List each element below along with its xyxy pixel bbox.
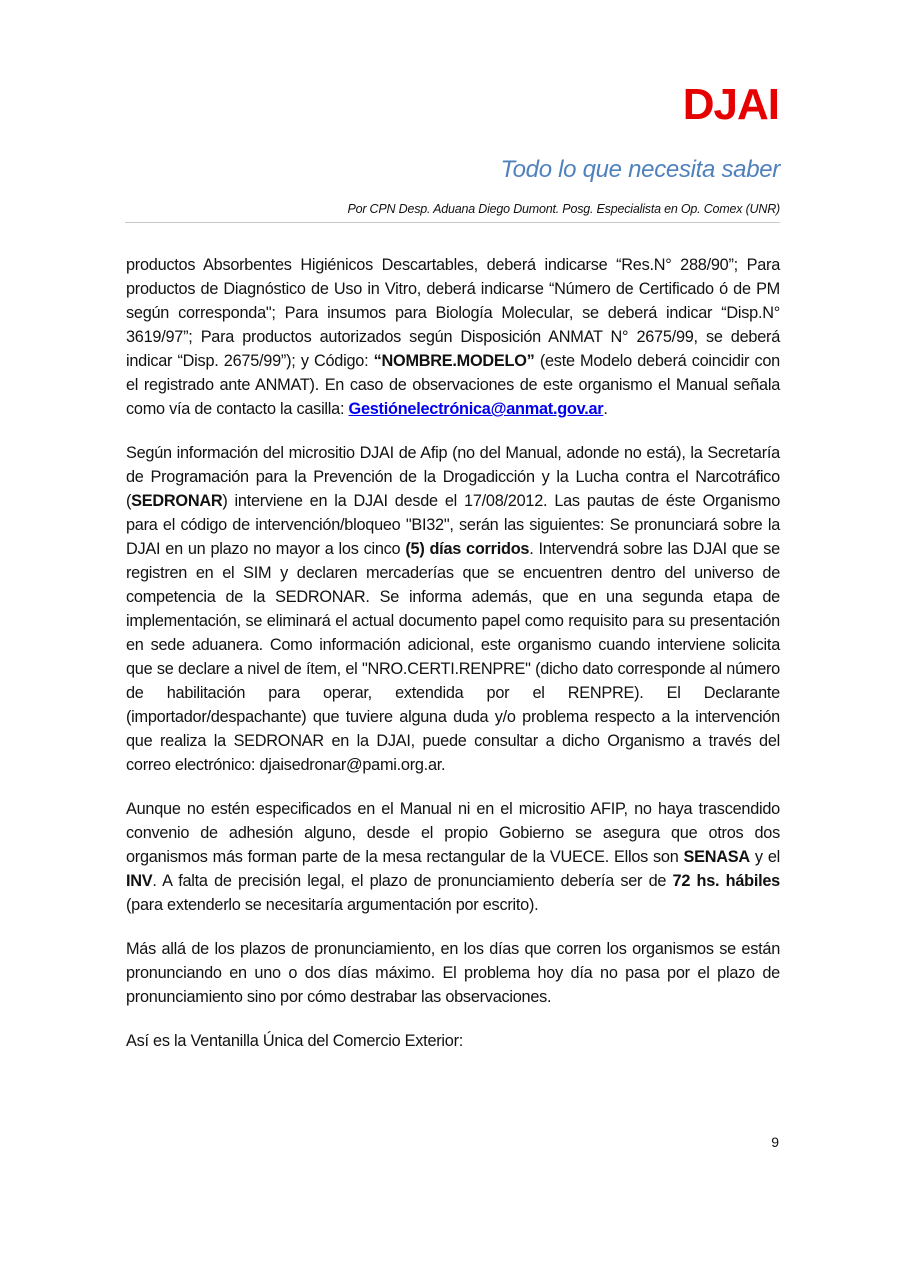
- text: productos Absorbentes Higiénicos Descartables, deberá indicarse “Res.N° 288/90”; Para productos de Diagnóstico de Uso in Vitro, deberá indicarse “Número de Certificado ó de PM según corresponda"; Para insumos para Biología Molecular, se deberá indicar “Disp.N° 3619/97”; Para productos autorizados según Disposición ANMAT N° 2675/99, se deberá indicar “Disp. 2675/99”); y Código:: [126, 256, 780, 370]
- email-link[interactable]: Gestiónelectrónica@anmat.gov.ar: [348, 400, 604, 418]
- paragraph-sedronar: [126, 441, 780, 777]
- text: . A falta de precisión legal, el plazo de pronunciamiento debería ser de: [152, 872, 673, 890]
- header-divider: [125, 222, 780, 223]
- bold-text: (5) días corridos: [405, 540, 530, 558]
- text: ) interviene en la DJAI desde el 17/08/2012. Las pautas de éste Organismo para el código de intervención/bloqueo "BI32", serán las siguientes: Se pronunciará sobre la DJAI en un plazo no mayor a los cinco: [126, 492, 780, 558]
- bold-text: “NOMBRE.MODELO”: [373, 352, 535, 370]
- document-body: [126, 253, 780, 1073]
- paragraph-anmat: [126, 253, 780, 421]
- paragraph-senasa-inv: [126, 797, 780, 917]
- text: .: [603, 400, 608, 418]
- text: . Intervendrá sobre las DJAI que se registren en el SIM y declaren mercaderías que se encuentren dentro del universo de competencia de la SEDRONAR. Se informa además, que en una segunda etapa de implementación, se eliminará el actual documento papel como requisito para su presentación en sede aduanera. Como información adicional, este organismo cuando interviene solicita que se declare a nivel de ítem, el "NRO.CERTI.RENPRE" (dicho dato corresponde al número de habilitación para operar, extendida por el RENPRE). El Declarante (importador/despachante) que tuviere alguna duda y/o problema respecto a la intervención que realiza la SEDRONAR en la DJAI, puede consultar a dicho Organismo a través del correo electrónico: djaisedronar@pami.org.ar.: [126, 540, 780, 774]
- document-title: DJAI: [682, 80, 779, 129]
- page-number: 9: [771, 1134, 779, 1150]
- bold-text: SENASA: [683, 848, 750, 866]
- bold-text: 72 hs. hábiles: [672, 872, 780, 890]
- text: y el: [749, 848, 780, 866]
- text: (este Modelo deberá coincidir con el registrado ante ANMAT). En caso de observaciones de este organismo el Manual señala como vía de contacto la casilla:: [126, 352, 780, 418]
- text: (para extenderlo se necesitaría argumentación por escrito).: [126, 896, 539, 914]
- bold-text: SEDRONAR: [131, 492, 223, 510]
- document-subtitle: Todo lo que necesita saber: [500, 156, 780, 183]
- paragraph-ventanilla: Así es la Ventanilla Única del Comercio Exterior:: [126, 1032, 464, 1050]
- bold-text: INV: [126, 872, 153, 890]
- author-line: Por CPN Desp. Aduana Diego Dumont. Posg. Especialista en Op. Comex (UNR): [347, 202, 780, 216]
- text: Según información del micrositio DJAI de Afip (no del Manual, adonde no está), la Secretaría de Programación para la Prevención de la Drogadicción y la Lucha contra el Narcotráfico (: [126, 444, 780, 510]
- paragraph-plazos: Más allá de los plazos de pronunciamiento, en los días que corren los organismos se están pronunciando en uno o dos días máximo. El problema hoy día no pasa por el plazo de pronunciamiento sino por cómo destrabar las observaciones.: [126, 940, 780, 1006]
- text: Aunque no estén especificados en el Manual ni en el micrositio AFIP, no haya trascendido convenio de adhesión alguno, desde el propio Gobierno se asegura que otros dos organismos más forman parte de la mesa rectangular de la VUECE. Ellos son: [126, 800, 780, 866]
